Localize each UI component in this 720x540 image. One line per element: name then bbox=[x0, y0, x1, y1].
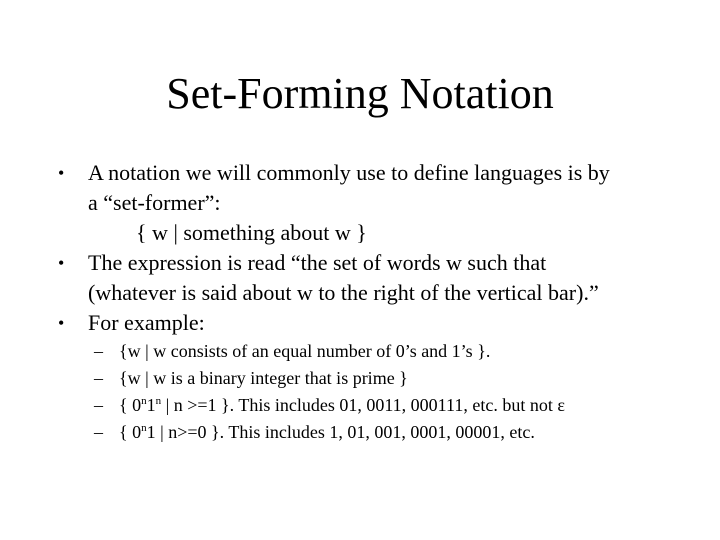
example-text-part: | n >=1 }. This includes 01, 0011, 000111, etc. but not ε bbox=[161, 395, 565, 415]
dash-marker: – bbox=[94, 368, 103, 388]
exponent: n bbox=[141, 395, 147, 407]
bullet-line bbox=[58, 218, 698, 248]
set-former-example: { w | something about w } bbox=[136, 220, 367, 245]
bullet-line bbox=[58, 308, 698, 338]
example-text bbox=[119, 419, 535, 446]
example-item bbox=[94, 365, 694, 392]
dash-marker: – bbox=[94, 395, 103, 415]
example-list bbox=[94, 338, 694, 446]
bullet-text: A notation we will commonly use to define languages is by bbox=[88, 160, 610, 185]
bullet-text: For example: bbox=[88, 310, 205, 335]
bullet-line bbox=[58, 278, 698, 308]
bullet-line bbox=[58, 248, 698, 278]
bullet-line bbox=[58, 158, 698, 188]
example-text bbox=[119, 392, 565, 419]
example-text-part: { 0 bbox=[119, 422, 142, 442]
bullet-line bbox=[58, 188, 698, 218]
example-text-part: { 0 bbox=[119, 395, 142, 415]
bullet-text: The expression is read “the set of words w such that bbox=[88, 250, 547, 275]
exponent: n bbox=[141, 422, 147, 434]
example-item bbox=[94, 419, 694, 446]
dash-marker: – bbox=[94, 422, 103, 442]
example-text-part: 1 bbox=[146, 395, 156, 415]
example-item bbox=[94, 338, 694, 365]
example-item bbox=[94, 392, 694, 419]
dash-marker: – bbox=[94, 341, 103, 361]
example-text-part: 1 | n>=0 }. This includes 1, 01, 001, 0001, 00001, etc. bbox=[146, 422, 535, 442]
example-text: {w | w consists of an equal number of 0’s and 1’s }. bbox=[119, 341, 491, 361]
bullet-marker: • bbox=[58, 253, 65, 273]
bullet-text: (whatever is said about w to the right of the vertical bar).” bbox=[88, 280, 599, 305]
example-text: {w | w is a binary integer that is prime } bbox=[119, 368, 408, 388]
bullet-text: a “set-former”: bbox=[88, 190, 221, 215]
slide-title: Set-Forming Notation bbox=[166, 69, 554, 118]
bullet-list bbox=[58, 158, 698, 338]
bullet-marker: • bbox=[58, 163, 65, 183]
exponent: n bbox=[155, 395, 162, 407]
bullet-marker: • bbox=[58, 313, 65, 333]
